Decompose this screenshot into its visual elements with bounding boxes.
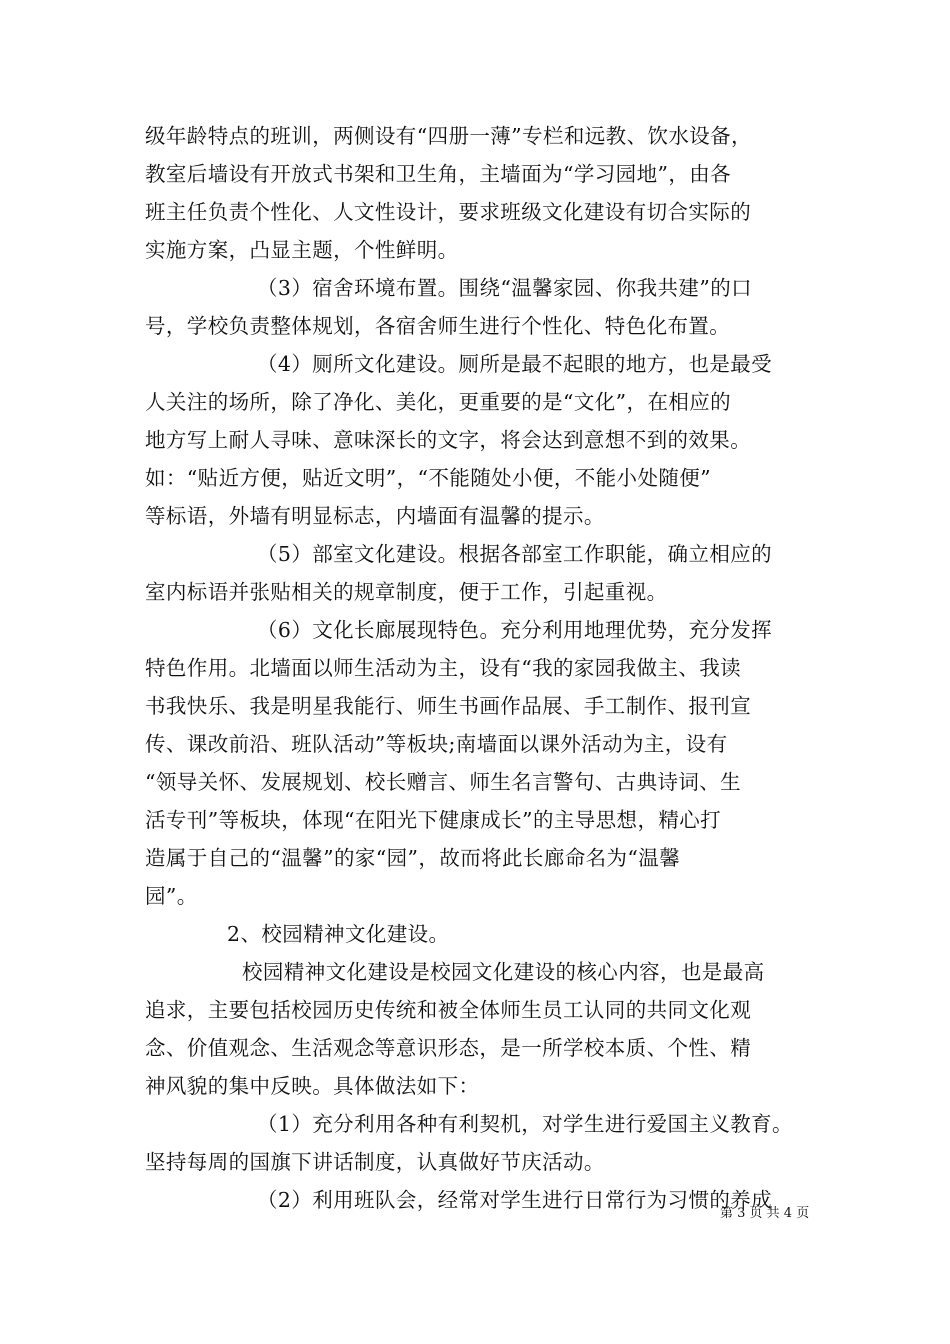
text-line: 实施方案，凸显主题，个性鲜明。 bbox=[145, 238, 459, 262]
text-line: 人关注的场所，除了净化、美化，更重要的是“文化”，在相应的 bbox=[145, 390, 732, 414]
page-number: 第 3 页 共 4 页 bbox=[720, 1206, 810, 1221]
text-line: “领导关怀、发展规划、校长赠言、师生名言警句、古典诗词、生 bbox=[145, 770, 742, 794]
text-line: 神风貌的集中反映。具体做法如下： bbox=[145, 1074, 480, 1098]
text-line: （4）厕所文化建设。厕所是最不起眼的地方，也是最受 bbox=[257, 352, 773, 376]
text-line: 活专刊”等板块，体现“在阳光下健康成长”的主导思想，精心打 bbox=[145, 808, 722, 832]
text-line: 班主任负责个性化、人文性设计，要求班级文化建设有切合实际的 bbox=[145, 200, 752, 224]
text-line: 追求，主要包括校园历史传统和被全体师生员工认同的共同文化观 bbox=[145, 998, 752, 1022]
text-line: 念、价值观念、生活观念等意识形态，是一所学校本质、个性、精 bbox=[145, 1036, 752, 1060]
text-line: 造属于自己的“温馨”的家“园”，故而将此长廊命名为“温馨 bbox=[145, 846, 681, 870]
body-text bbox=[145, 117, 815, 1219]
text-line: 级年龄特点的班训，两侧设有“四册一薄”专栏和远教、饮水设备， bbox=[145, 124, 752, 148]
text-line: 教室后墙设有开放式书架和卫生角，主墙面为“学习园地”，由各 bbox=[145, 162, 732, 186]
text-line: 传、课改前沿、班队活动”等板块;南墙面以课外活动为主，设有 bbox=[145, 732, 728, 756]
text-line: 园”。 bbox=[145, 884, 198, 908]
text-line: 地方写上耐人寻味、意味深长的文字，将会达到意想不到的效果。 bbox=[145, 428, 752, 452]
text-line: （1）充分利用各种有利契机，对学生进行爱国主义教育。 bbox=[257, 1112, 793, 1136]
text-line: 2、校园精神文化建设。 bbox=[227, 922, 450, 946]
text-line: 特色作用。北墙面以师生活动为主，设有“我的家园我做主、我读 bbox=[145, 656, 742, 680]
text-line: （6）文化长廊展现特色。充分利用地理优势，充分发挥 bbox=[257, 618, 773, 642]
text-line: 坚持每周的国旗下讲话制度，认真做好节庆活动。 bbox=[145, 1150, 605, 1174]
text-line: （5）部室文化建设。根据各部室工作职能，确立相应的 bbox=[257, 542, 773, 566]
text-line: （2）利用班队会，经常对学生进行日常行为习惯的养成 bbox=[257, 1188, 773, 1212]
text-line: 等标语，外墙有明显标志，内墙面有温馨的提示。 bbox=[145, 504, 605, 528]
text-line: 如：“贴近方便，贴近文明”，“不能随处小便，不能小处随便” bbox=[145, 466, 712, 490]
text-line: （3）宿舍环境布置。围绕“温馨家园、你我共建”的口 bbox=[257, 276, 753, 300]
text-line: 号，学校负责整体规划，各宿舍师生进行个性化、特色化布置。 bbox=[145, 314, 731, 338]
text-line: 室内标语并张贴相关的规章制度，便于工作，引起重视。 bbox=[145, 580, 668, 604]
text-line: 书我快乐、我是明星我能行、师生书画作品展、手工制作、报刊宣 bbox=[145, 694, 752, 718]
text-line: 校园精神文化建设是校园文化建设的核心内容，也是最高 bbox=[242, 960, 765, 984]
